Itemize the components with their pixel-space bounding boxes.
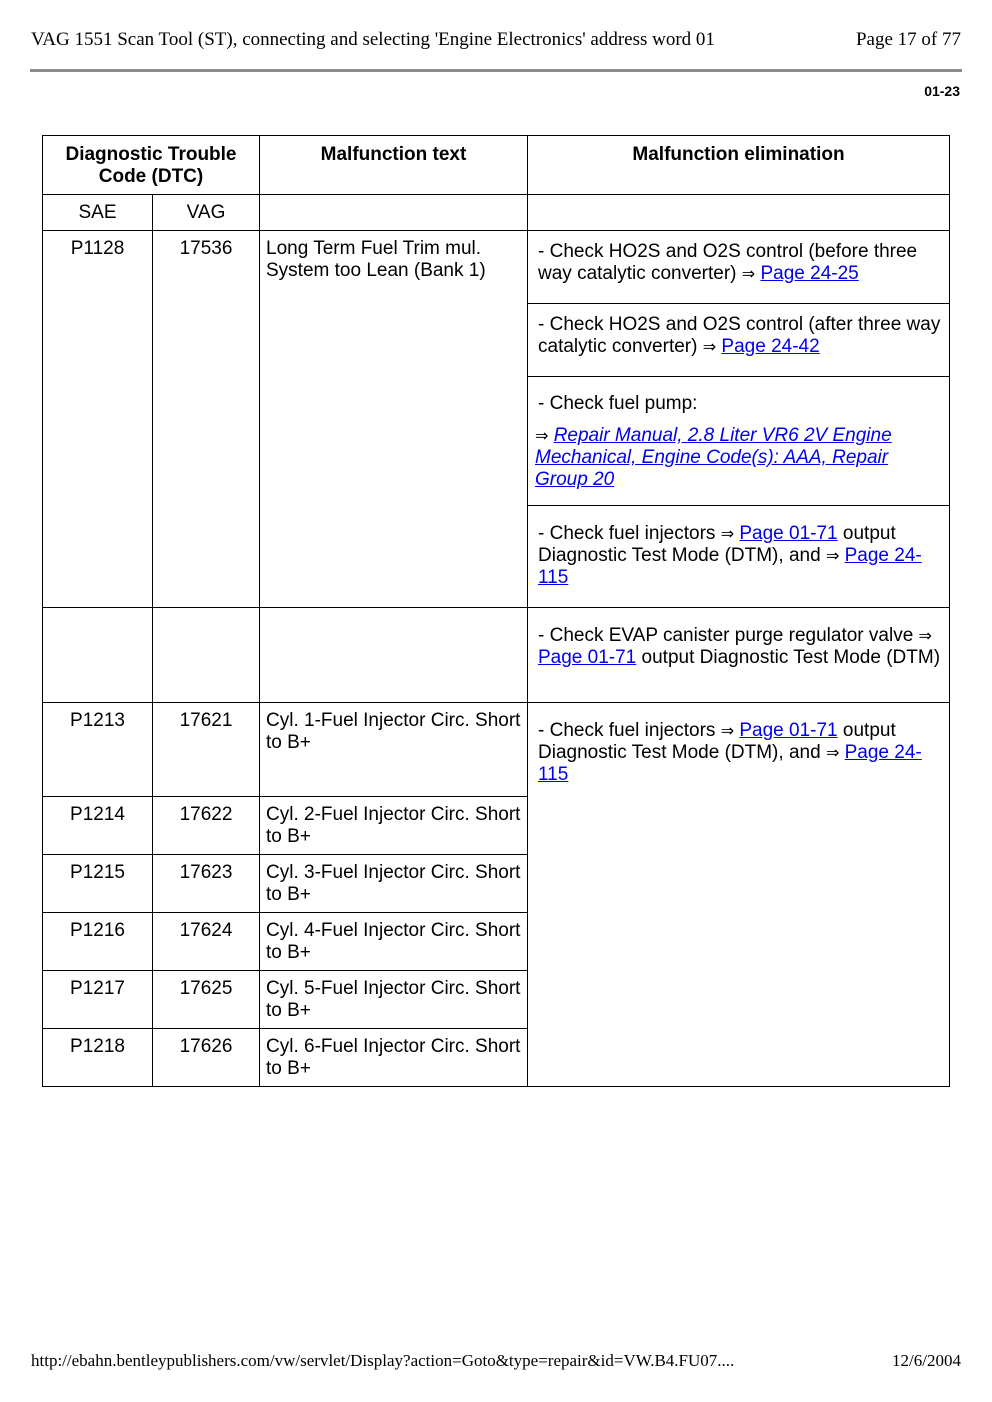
link-page-01-71[interactable]: Page 01-71 — [538, 647, 637, 668]
remedy-step — [528, 231, 949, 304]
sae-code: P1213 — [43, 703, 153, 797]
vag-code: 17621 — [153, 703, 260, 797]
empty-cell — [260, 608, 528, 703]
remedy-text: - Check fuel injectors — [538, 523, 716, 544]
link-page-24-115[interactable]: Page 24-115 — [538, 742, 922, 785]
malfunction-text: Long Term Fuel Trim mul. System too Lean (Bank 1) — [260, 231, 528, 608]
link-page-24-25[interactable]: Page 24-25 — [760, 263, 859, 284]
sae-code: P1128 — [43, 231, 153, 608]
table-subheader-row — [43, 195, 950, 231]
vag-code: 17623 — [153, 855, 260, 913]
subheader-sae: SAE — [43, 195, 153, 231]
malfunction-elimination — [528, 703, 950, 1087]
vag-code: 17536 — [153, 231, 260, 608]
remedy-text: - Check HO2S and O2S control (before three way catalytic converter) — [538, 241, 918, 284]
malfunction-elimination — [528, 608, 950, 703]
subheader-empty — [260, 195, 528, 231]
table-row — [43, 608, 950, 703]
remedy-step — [528, 506, 949, 607]
page-number: Page 17 of 77 — [855, 29, 961, 50]
header-dtc: Diagnostic Trouble Code (DTC) — [43, 136, 260, 195]
empty-cell — [153, 608, 260, 703]
link-page-01-71[interactable]: Page 01-71 — [739, 523, 838, 544]
footer-url: http://ebahn.bentleypublishers.com/vw/servlet/Display?action=Goto&type=repair&id=VW.B4.FU07.... — [31, 1351, 735, 1370]
remedy-text: - Check EVAP canister purge regulator valve — [538, 625, 914, 646]
sae-code: P1215 — [43, 855, 153, 913]
document-title: VAG 1551 Scan Tool (ST), connecting and selecting 'Engine Electronics' address word 01 — [31, 29, 715, 50]
arrow-right-icon: ⇒ — [702, 337, 717, 356]
remedy-step — [528, 608, 949, 679]
empty-cell — [43, 608, 153, 703]
arrow-right-icon: ⇒ — [825, 546, 840, 565]
sae-code: P1216 — [43, 913, 153, 971]
vag-code: 17622 — [153, 797, 260, 855]
link-page-24-115[interactable]: Page 24-115 — [538, 545, 922, 588]
remedy-text: output Diagnostic Test Mode (DTM) — [641, 647, 941, 668]
header-malfunction-text: Malfunction text — [260, 136, 528, 195]
malfunction-elimination — [528, 231, 950, 608]
repair-manual-reference — [535, 425, 941, 491]
malfunction-text: Cyl. 5-Fuel Injector Circ. Short to B+ — [260, 971, 528, 1029]
malfunction-text: Cyl. 1-Fuel Injector Circ. Short to B+ — [260, 703, 528, 797]
link-page-24-42[interactable]: Page 24-42 — [721, 336, 820, 357]
remedy-text: - Check fuel pump: — [538, 393, 698, 414]
malfunction-text: Cyl. 4-Fuel Injector Circ. Short to B+ — [260, 913, 528, 971]
header-malfunction-elimination: Malfunction elimination — [528, 136, 950, 195]
remedy-text: - Check HO2S and O2S control (after three way catalytic converter) — [538, 314, 941, 357]
table-row — [43, 231, 950, 608]
arrow-right-icon: ⇒ — [535, 426, 549, 445]
remedy-step — [528, 304, 949, 377]
footer-date: 12/6/2004 — [892, 1351, 961, 1370]
sae-code: P1218 — [43, 1029, 153, 1087]
remedy-step — [528, 377, 949, 506]
link-page-01-71[interactable]: Page 01-71 — [739, 720, 838, 741]
arrow-right-icon: ⇒ — [825, 743, 840, 762]
link-repair-manual[interactable]: Repair Manual, 2.8 Liter VR6 2V Engine Mechanical, Engine Code(s): AAA, Repair Group 20 — [535, 425, 892, 490]
arrow-right-icon: ⇒ — [741, 264, 756, 283]
table-header-row — [43, 136, 950, 195]
vag-code: 17626 — [153, 1029, 260, 1087]
section-page-code: 01-23 — [924, 83, 960, 99]
sae-code: P1217 — [43, 971, 153, 1029]
table-row — [43, 703, 950, 797]
arrow-right-icon: ⇒ — [918, 626, 932, 645]
remedy-text: output Diagnostic Test Mode (DTM), and — [538, 720, 896, 763]
arrow-right-icon: ⇒ — [720, 524, 735, 543]
subheader-empty — [528, 195, 950, 231]
header-divider — [30, 69, 962, 72]
remedy-text: output Diagnostic Test Mode (DTM), and — [538, 523, 896, 566]
dtc-table — [42, 135, 950, 1087]
arrow-right-icon: ⇒ — [720, 721, 735, 740]
sae-code: P1214 — [43, 797, 153, 855]
subheader-vag: VAG — [153, 195, 260, 231]
vag-code: 17624 — [153, 913, 260, 971]
malfunction-text: Cyl. 3-Fuel Injector Circ. Short to B+ — [260, 855, 528, 913]
vag-code: 17625 — [153, 971, 260, 1029]
remedy-text: - Check fuel injectors — [538, 720, 716, 741]
remedy-step — [528, 703, 949, 796]
malfunction-text: Cyl. 2-Fuel Injector Circ. Short to B+ — [260, 797, 528, 855]
malfunction-text: Cyl. 6-Fuel Injector Circ. Short to B+ — [260, 1029, 528, 1087]
